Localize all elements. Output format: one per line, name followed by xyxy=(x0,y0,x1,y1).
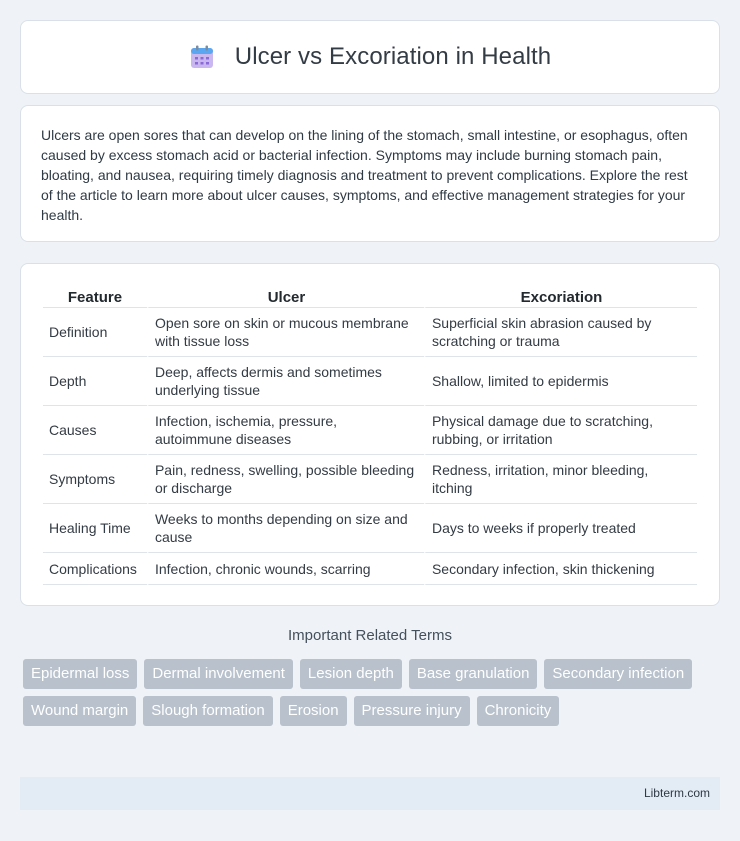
page-title: Ulcer vs Excoriation in Health xyxy=(234,43,552,70)
tag-erosion[interactable]: Erosion xyxy=(280,696,347,726)
excoriation-cell: Physical damage due to scratching, rubbing, or irritation xyxy=(424,406,697,455)
ulcer-cell: Deep, affects dermis and sometimes underlying tissue xyxy=(147,357,424,406)
header-excoriation: Excoriation xyxy=(424,284,697,308)
feature-cell: Depth xyxy=(43,357,147,406)
feature-cell: Symptoms xyxy=(43,455,147,504)
table-row xyxy=(43,553,697,585)
tag-dermal-involvement[interactable]: Dermal involvement xyxy=(144,659,293,689)
tag-slough-formation[interactable]: Slough formation xyxy=(143,696,272,726)
intro-card xyxy=(20,105,720,242)
calendar-icon xyxy=(189,44,215,70)
footer xyxy=(20,777,720,810)
excoriation-cell: Days to weeks if properly treated xyxy=(424,504,697,553)
header-card xyxy=(20,20,720,94)
header-feature: Feature xyxy=(43,284,147,308)
ulcer-cell: Pain, redness, swelling, possible bleeding or discharge xyxy=(147,455,424,504)
tag-base-granulation[interactable]: Base granulation xyxy=(409,659,538,689)
excoriation-cell: Superficial skin abrasion caused by scratching or trauma xyxy=(424,308,697,357)
footer-site-link[interactable]: Libterm.com xyxy=(643,786,710,800)
feature-cell: Complications xyxy=(43,553,147,585)
tag-secondary-infection[interactable]: Secondary infection xyxy=(544,659,692,689)
ulcer-cell: Infection, ischemia, pressure, autoimmune diseases xyxy=(147,406,424,455)
intro-text: Ulcers are open sores that can develop on the lining of the stomach, small intestine, or esophagus, often caused by excess stomach acid or bacterial infection. Symptoms may include burning stomach pain, bloating, and nausea, requiring timely diagnosis and treatment to prevent complications. Explore the rest of the article to learn more about ulcer causes, symptoms, and effective management strategies for your health. xyxy=(41,127,688,223)
tag-lesion-depth[interactable]: Lesion depth xyxy=(300,659,402,689)
table-row xyxy=(43,308,697,357)
related-terms-title: Important Related Terms xyxy=(288,627,452,644)
tag-epidermal-loss[interactable]: Epidermal loss xyxy=(23,659,137,689)
header-ulcer: Ulcer xyxy=(147,284,424,308)
tag-wound-margin[interactable]: Wound margin xyxy=(23,696,136,726)
excoriation-cell: Redness, irritation, minor bleeding, itching xyxy=(424,455,697,504)
comparison-table xyxy=(43,284,697,585)
feature-cell: Definition xyxy=(43,308,147,357)
excoriation-cell: Shallow, limited to epidermis xyxy=(424,357,697,406)
tag-pressure-injury[interactable]: Pressure injury xyxy=(354,696,470,726)
table-row xyxy=(43,406,697,455)
ulcer-cell: Weeks to months depending on size and cause xyxy=(147,504,424,553)
related-terms-list xyxy=(23,659,723,726)
ulcer-cell: Open sore on skin or mucous membrane with tissue loss xyxy=(147,308,424,357)
table-header-row xyxy=(43,284,697,308)
table-row xyxy=(43,455,697,504)
table-row xyxy=(43,357,697,406)
tag-chronicity[interactable]: Chronicity xyxy=(477,696,560,726)
ulcer-cell: Infection, chronic wounds, scarring xyxy=(147,553,424,585)
comparison-table-card xyxy=(20,263,720,606)
excoriation-cell: Secondary infection, skin thickening xyxy=(424,553,697,585)
feature-cell: Causes xyxy=(43,406,147,455)
feature-cell: Healing Time xyxy=(43,504,147,553)
table-row xyxy=(43,504,697,553)
